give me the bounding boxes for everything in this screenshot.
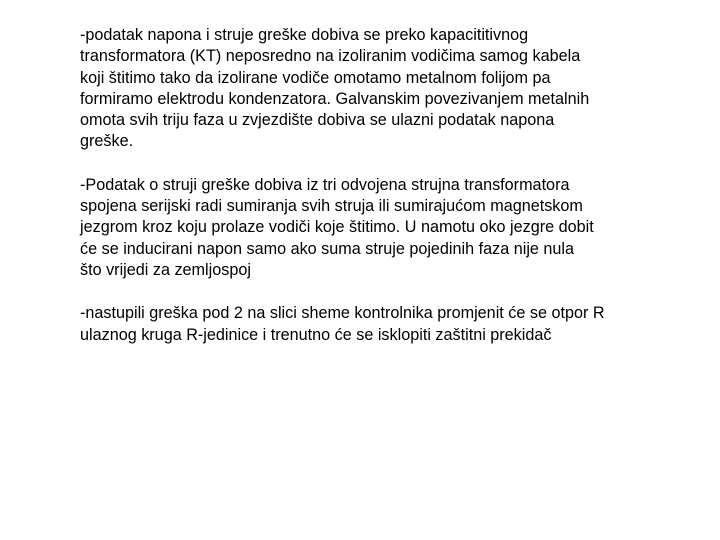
text-line: -nastupili greška pod 2 na slici sheme kontrolnika promjenit će se otpor R	[80, 304, 605, 323]
text-line: što vrijedi za zemljospoj	[80, 260, 251, 279]
text-line: greške.	[80, 132, 134, 151]
text-body	[80, 25, 680, 346]
text-line: koji štitimo tako da izolirane vodiče omotamo metalnom folijom pa	[80, 68, 551, 87]
text-line: omota svih triju faza u zvjezdište dobiva se ulazni podatak napona	[80, 111, 555, 130]
text-line: -Podatak o struji greške dobiva iz tri odvojena strujna transformatora	[80, 175, 570, 194]
paragraph-voltage-fault-data	[80, 25, 680, 153]
text-line: -podatak napona i struje greške dobiva se preko kapacititivnog	[80, 26, 529, 44]
paragraph-current-fault-data	[80, 175, 680, 281]
text-line: transformatora (KT) neposredno na izoliranim vodičima samog kabela	[80, 47, 581, 66]
text-line: će se inducirani napon samo ako suma struje pojedinih faza nije nula	[80, 239, 575, 258]
text-line: jezgrom kroz koju prolaze vodiči koje štitimo. U namotu oko jezgre dobit	[80, 218, 594, 237]
text-line: formiramo elektrodu kondenzatora. Galvanskim povezivanjem metalnih	[80, 89, 590, 108]
text-line: ulaznog kruga R-jedinice i trenutno će se isklopiti zaštitni prekidač	[80, 325, 552, 344]
paragraph-fault-trip	[80, 303, 680, 346]
text-line: spojena serijski radi sumiranja svih struja ili sumirajućom magnetskom	[80, 197, 583, 216]
